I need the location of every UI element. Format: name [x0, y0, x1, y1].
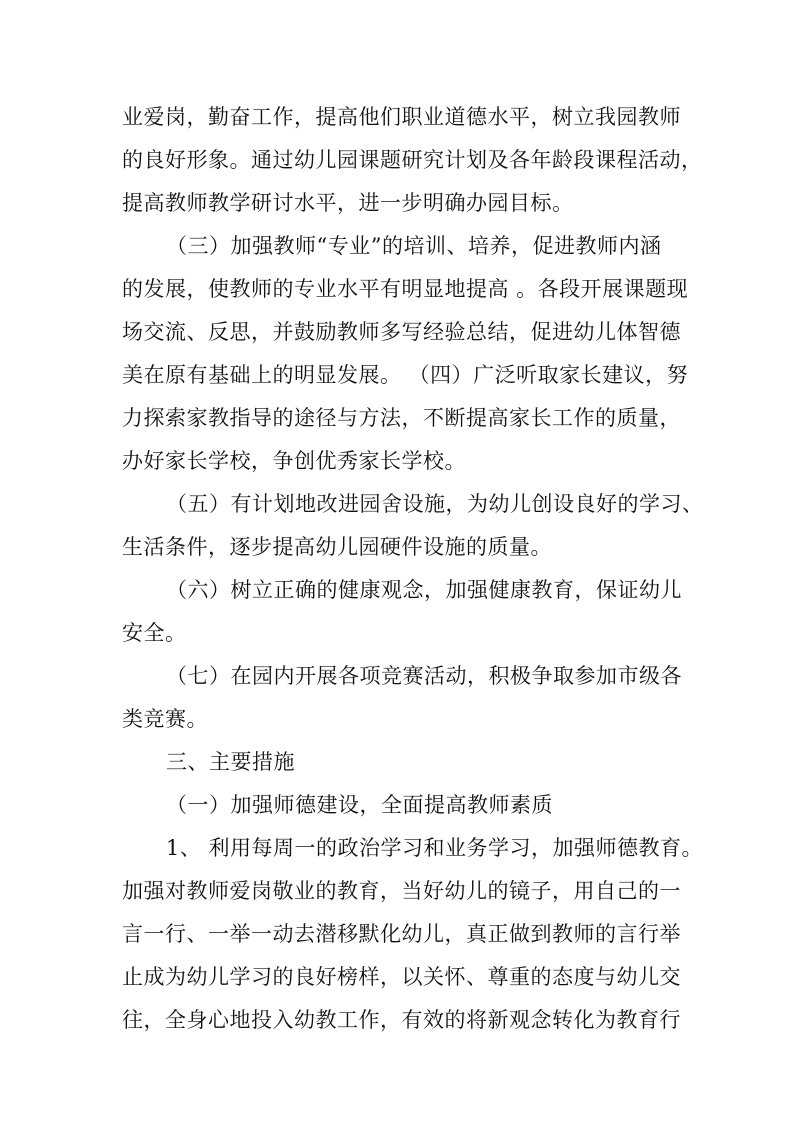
text-line: 业爱岗，勤奋工作，提高他们职业道德水平，树立我园教师: [122, 105, 681, 129]
paragraph-start-line: （六）树立正确的健康观念，加强健康教育，保证幼儿: [166, 578, 682, 602]
paragraph-start-line: （七）在园内开展各项竞赛活动，积极争取参加市级各: [166, 664, 682, 688]
text-line: 办好家长学校，争创优秀家长学校。: [122, 449, 466, 473]
paragraph-start-line: 1、 利用每周一的政治学习和业务学习，加强师德教育。: [166, 836, 704, 860]
paragraph-start-line: （五）有计划地改进园舍设施，为幼儿创设良好的学习、: [166, 492, 704, 516]
section-heading: 三、主要措施: [166, 750, 295, 774]
text-line: 安全。: [122, 621, 187, 645]
text-line: 力探索家教指导的途径与方法，不断提高家长工作的质量，: [122, 406, 681, 430]
text-line: 美在原有基础上的明显发展。 （四）广泛听取家长建议，努: [122, 363, 689, 387]
text-line: 场交流、反思，并鼓励教师多写经验总结，促进幼儿体智德: [122, 320, 681, 344]
paragraph-start-line: （三）加强教师“专业”的培训、培养，促进教师内涵: [166, 234, 662, 258]
text-line: 的发展，使教师的专业水平有明显地提高 。各段开展课题现: [122, 277, 689, 301]
text-line: 的良好形象。通过幼儿园课题研究计划及各年龄段课程活动，: [122, 148, 703, 172]
text-line: 提高教师教学研讨水平，进一步明确办园目标。: [122, 191, 574, 215]
text-line: 类竞赛。: [122, 707, 208, 731]
text-line: 生活条件，逐步提高幼儿园硬件设施的质量。: [122, 535, 552, 559]
subsection-heading: （一）加强师德建设，全面提高教师素质: [166, 793, 553, 817]
text-line: 止成为幼儿学习的良好榜样，以关怀、尊重的态度与幼儿交: [122, 965, 681, 989]
text-line: 往，全身心地投入幼教工作，有效的将新观念转化为教育行: [122, 1008, 681, 1032]
text-line: 加强对教师爱岗敬业的教育，当好幼儿的镜子，用自己的一: [122, 879, 681, 903]
text-line: 言一行、一举一动去潜移默化幼儿，真正做到教师的言行举: [122, 922, 681, 946]
